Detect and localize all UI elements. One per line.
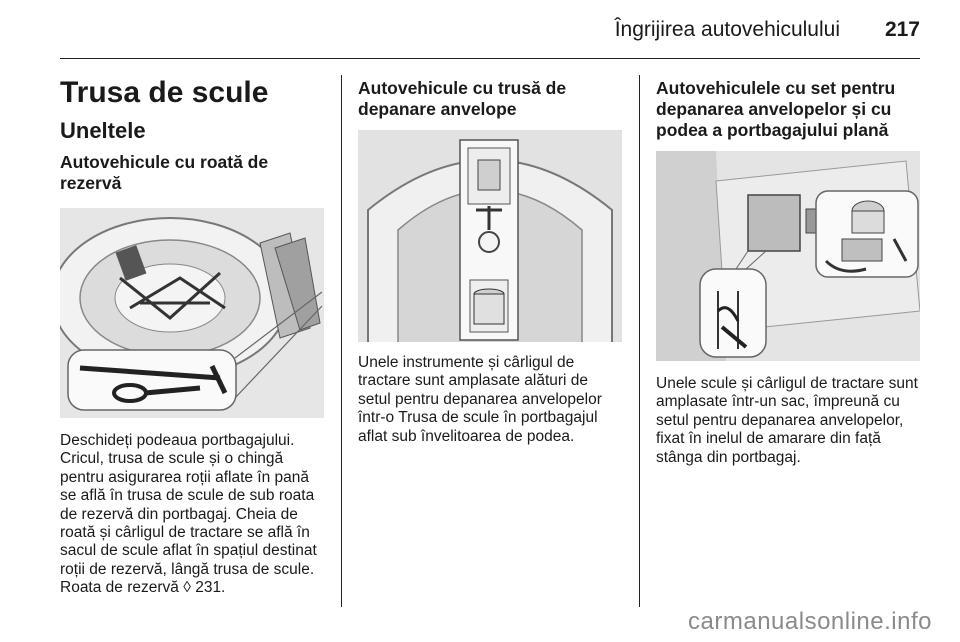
spare-wheel-text: [60, 432, 326, 598]
header-divider: [60, 58, 920, 59]
flat-floor-text: Unele scule și cârligul de tractare sunt amplasate într-un sac, împreună cu setul pentru depanarea anvelopelor, fixat în inelul de amarare din față stânga din portbagaj.: [656, 375, 918, 466]
column-divider-1: [341, 75, 342, 607]
flat-floor-illustration: [656, 151, 922, 361]
column-3: [656, 76, 922, 467]
paragraph-text: Deschideți podeaua portbagajului. Cricul, trusa de scule și o chingă pentru asigurarea roții aflate în pană se află în trusa de scule de sub roata de rezervă din portbagaj. Cheia de roată și cârligul de tractare se află în sacul de scule aflat în spațiul destinat roții de rezervă, lângă trusa de scule. Roata de rezervă: [60, 432, 317, 597]
page-title: Trusa de scule: [60, 76, 269, 109]
spare-wheel-heading: Autovehicule cu roată de rezervă: [60, 152, 269, 193]
section-title: Îngrijirea autovehiculului: [614, 18, 840, 41]
spare-wheel-illustration: [60, 208, 326, 418]
cross-reference-page[interactable]: 231.: [190, 579, 226, 597]
repair-kit-text: Unele instrumente și cârligul de tractare sunt amplasate alături de setul pentru depanarea anvelopelor într-o Trusa de scule în portbagajul aflat sub învelitoarea de podea.: [358, 354, 602, 445]
page-number: 217: [884, 18, 920, 41]
column-divider-2: [639, 75, 640, 607]
page-header: [60, 18, 920, 62]
repair-kit-heading: Autovehicule cu trusă de depanare anvelope: [358, 78, 567, 119]
column-2: [358, 76, 624, 446]
subsection-title: Uneltele: [60, 118, 146, 143]
cross-reference-icon: ◊: [183, 579, 191, 597]
flat-floor-heading: Autovehiculele cu set pentru depanarea anvelopelor și cu podea a portbagajului plană: [656, 78, 896, 140]
column-1: [60, 76, 326, 598]
repair-kit-illustration: [358, 130, 624, 342]
watermark: carmanualsonline.info: [688, 608, 932, 635]
